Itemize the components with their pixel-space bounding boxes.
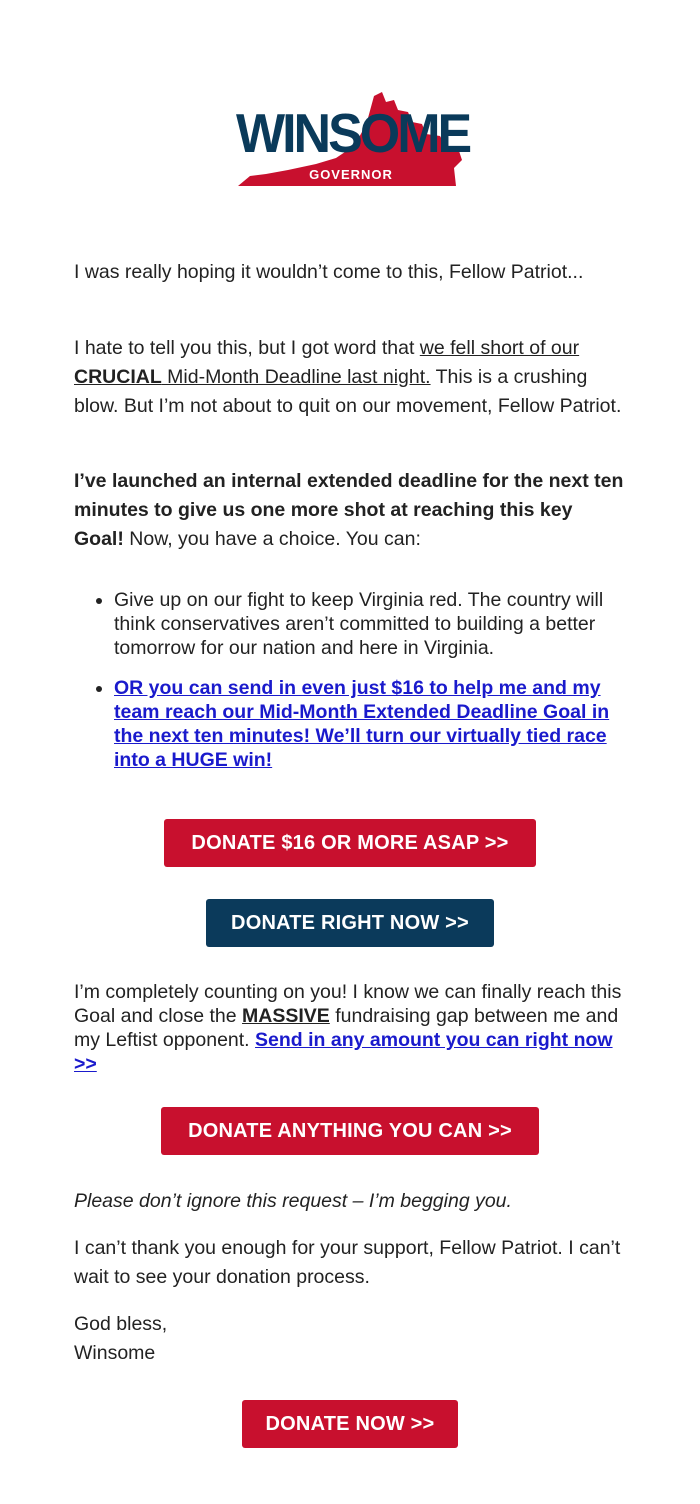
thanks-paragraph: I can’t thank you enough for your support, Fellow Patriot. I can’t wait to see your donation process.: [74, 1237, 621, 1288]
campaign-logo: [236, 88, 470, 192]
underlined-text-b: Mid-Month Deadline last night.: [161, 366, 431, 388]
signoff-line-2: Winsome: [74, 1342, 156, 1364]
intro-paragraph: I was really hoping it wouldn’t come to this, Fellow Patriot...: [74, 261, 584, 283]
deadline-paragraph: [74, 467, 626, 554]
signoff-line-1: God bless,: [74, 1313, 168, 1335]
donate-link-option[interactable]: OR you can send in even just $16 to help me and my team reach our Mid-Month Extended Deadline Goal in the next ten minutes! We’ll turn our virtually tied race into a HUGE win!: [114, 677, 610, 771]
signoff: [74, 1310, 626, 1368]
logo-wordmark: WINSOME: [236, 103, 470, 165]
shortfall-rest: This is a crushing blow. But I’m not about to quit on our movement, Fellow Patriot.: [74, 366, 622, 417]
donate-now-button[interactable]: DONATE NOW >>: [242, 1400, 458, 1448]
choices-list: [74, 588, 626, 788]
donate-right-now-button[interactable]: DONATE RIGHT NOW >>: [206, 899, 494, 947]
list-item: • Give up on our fight to keep Virginia red. The country will think conservatives aren’t committed to building a better tomorrow for our nation and here in Virginia.: [114, 588, 626, 660]
logo-subtitle: GOVERNOR: [309, 167, 393, 182]
list-item: [114, 676, 626, 772]
donate-16-button[interactable]: DONATE $16 OR MORE ASAP >>: [164, 819, 536, 867]
deadline-rest: Now, you have a choice. You can:: [123, 528, 421, 550]
send-any-amount-link[interactable]: Send in any amount you can right now >>: [74, 1029, 613, 1075]
deadline-bold: I’ve launched an internal extended deadline for the next ten minutes to give us one more shot at reaching this key Goal!: [74, 470, 624, 550]
donate-anything-button[interactable]: DONATE ANYTHING YOU CAN >>: [161, 1107, 539, 1155]
crucial-bold: CRUCIAL: [74, 366, 162, 388]
counting-rest: fundraising gap between me and my Leftist opponent.: [74, 1005, 619, 1051]
counting-lead: I’m completely counting on you! I know we can finally reach this Goal and close the: [74, 981, 622, 1027]
shortfall-paragraph: [74, 334, 626, 421]
begging-paragraph: Please don’t ignore this request – I’m begging you.: [74, 1190, 512, 1212]
counting-paragraph: [74, 980, 626, 1076]
underlined-text-a: we fell short of our: [419, 337, 580, 359]
shortfall-lead: I hate to tell you this, but I got word that: [74, 337, 420, 359]
massive-bold: MASSIVE: [242, 1005, 330, 1027]
